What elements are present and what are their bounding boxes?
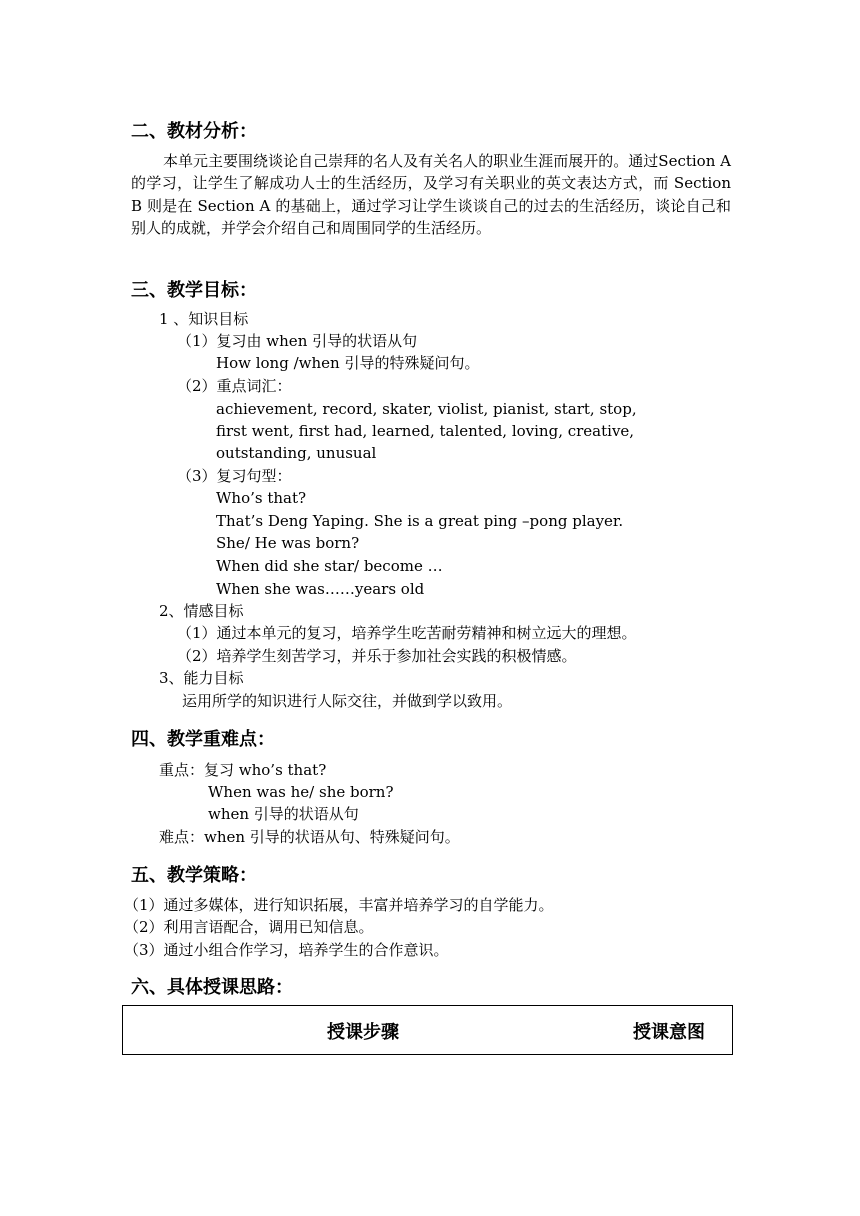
- key-point-line-1: 重点：复习 who’s that?: [159, 761, 327, 779]
- goal-knowledge-item-3: （3）复习句型：: [177, 467, 292, 485]
- section-heading-textbook-analysis: 二、教材分析：: [131, 121, 257, 142]
- goal-knowledge-item-2: （2）重点词汇：: [177, 377, 292, 395]
- sentence-pattern-5: When she was……years old: [216, 580, 425, 598]
- goal-knowledge-item-1-detail: How long /when 引导的特殊疑问句。: [216, 354, 480, 372]
- key-point-line-3: when 引导的状语从句: [208, 805, 359, 823]
- section-heading-teaching-goals: 三、教学目标：: [131, 280, 257, 301]
- sentence-pattern-4: When did she star/ become …: [216, 557, 443, 575]
- goal-ability-item: 运用所学的知识进行人际交往，并做到学以致用。: [182, 692, 513, 710]
- section-heading-lesson-plan: 六、具体授课思路：: [131, 977, 293, 998]
- strategy-item-3: （3）通过小组合作学习，培养学生的合作意识。: [124, 941, 449, 959]
- difficulty-line: 难点：when 引导的状语从句、特殊疑问句。: [159, 828, 460, 846]
- lesson-plan-table: [122, 1005, 733, 1055]
- goal-emotion-title: 2、情感目标: [159, 602, 244, 620]
- goal-emotion-item-2: （2）培养学生刻苦学习，并乐于参加社会实践的积极情感。: [177, 647, 577, 665]
- textbook-analysis-paragraph: 本单元主要围绕谈论自己崇拜的名人及有关名人的职业生涯而展开的。通过Section A 的学习，让学生了解成功人士的生活经历，及学习有关职业的英文表达方式，而 Section B 则是在 Section A 的基础上，通过学习让学生谈谈自己的过去的生活经历，谈论自己和别人的成就，并学会介绍自己和周围同学的生活经历。: [131, 152, 731, 237]
- sentence-pattern-1: Who’s that?: [216, 489, 307, 507]
- goal-emotion-item-1: （1）通过本单元的复习，培养学生吃苦耐劳精神和树立远大的理想。: [177, 624, 637, 642]
- vocab-line-1: achievement, record, skater, violist, pianist, start, stop,: [216, 400, 637, 418]
- table-header-steps: 授课步骤: [327, 1022, 399, 1043]
- strategy-item-1: （1）通过多媒体，进行知识拓展，丰富并培养学习的自学能力。: [124, 896, 554, 914]
- sentence-pattern-2: That’s Deng Yaping. She is a great ping –pong player.: [216, 512, 624, 530]
- sentence-pattern-3: She/ He was born?: [216, 534, 360, 552]
- vocab-line-2: first went, first had, learned, talented, loving, creative,: [216, 422, 635, 440]
- goal-ability-title: 3、能力目标: [159, 669, 244, 687]
- section-heading-key-points: 四、教学重难点：: [131, 729, 275, 750]
- goal-knowledge-title: 1 、知识目标: [159, 310, 249, 328]
- goal-knowledge-item-1: （1）复习由 when 引导的状语从句: [177, 332, 418, 350]
- vocab-line-3: outstanding, unusual: [216, 444, 377, 462]
- section-heading-strategies: 五、教学策略：: [131, 865, 257, 886]
- key-point-line-2: When was he/ she born?: [208, 783, 394, 801]
- table-header-purpose: 授课意图: [633, 1022, 705, 1043]
- strategy-item-2: （2）利用言语配合，调用已知信息。: [124, 918, 374, 936]
